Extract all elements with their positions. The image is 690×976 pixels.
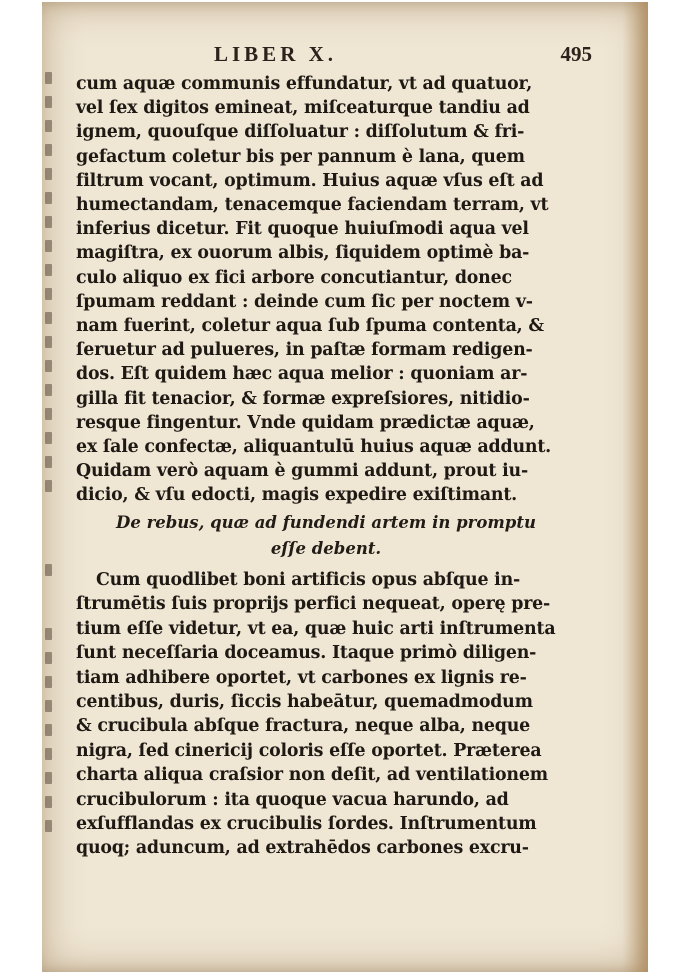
text-line: gilla fit tenacior, & formæ expreſsiores, nitidio- <box>76 388 530 409</box>
text-line: ignem, quouſque diſſoluatur : diſſolutum & fri- <box>76 122 525 143</box>
text-line: ex ſale confectæ, aliquantulū huius aquæ addunt. <box>76 437 552 458</box>
bleed-mark <box>45 72 52 84</box>
text-line: dos. Eſt quidem hæc aqua melior : quoniam ar- <box>76 364 528 385</box>
bleed-mark <box>45 480 52 492</box>
bleed-mark <box>45 264 52 276</box>
text-line: exſufflandas ex crucibulis ſordes. Inſtrumentum <box>76 814 537 835</box>
bleed-mark <box>45 700 52 712</box>
bleed-mark <box>45 748 52 760</box>
bleed-mark <box>45 724 52 736</box>
text-line: ſtrumētis ſuis proprijs perfici nequeat, operę pre- <box>76 594 551 615</box>
text-line: humectandam, tenacemque faciendam terram, vt <box>76 195 549 216</box>
page-number: 495 <box>560 42 592 66</box>
page-edge-shadow <box>622 2 648 972</box>
bleed-mark <box>45 360 52 372</box>
text-line: filtrum vocant, optimum. Huius aquæ vſus eſt ad <box>76 170 544 191</box>
text-line: Cum quodlibet boni artificis opus abſque in- <box>96 570 521 590</box>
text-line: nigra, ſed cinericij coloris eſſe oportet. Præterea <box>76 740 542 761</box>
bleed-mark <box>45 652 52 664</box>
bleed-mark <box>45 676 52 688</box>
bleed-mark <box>45 384 52 396</box>
bleed-mark <box>45 96 52 108</box>
bleed-mark <box>45 820 52 832</box>
bleed-mark <box>45 772 52 784</box>
bleed-mark <box>45 216 52 228</box>
text-line: magiſtra, ex ouorum albis, ſiquidem optimè ba- <box>76 243 530 264</box>
text-line: ſunt neceſſaria doceamus. Itaque primò diligen- <box>76 643 537 664</box>
bleed-mark <box>45 796 52 808</box>
bleed-mark <box>45 144 52 156</box>
paragraph-2 <box>76 568 576 861</box>
running-head <box>42 42 648 68</box>
bleed-mark <box>45 288 52 300</box>
text-line: charta aliqua craſsior non deſit, ad ventilationem <box>76 765 548 786</box>
text-line: cum aquæ communis effundatur, vt ad quatuor, <box>76 74 533 94</box>
text-line: culo aliquo ex fici arbore concutiantur, donec <box>76 267 512 288</box>
text-line: gefactum coletur bis per pannum è lana, quem <box>76 146 525 167</box>
paragraph-1 <box>76 72 576 508</box>
book-page <box>42 2 648 972</box>
text-line: & crucibula abſque fractura, neque alba, neque <box>76 716 531 737</box>
text-line: ſeruetur ad pulueres, in paſtæ formam redigen- <box>76 340 533 361</box>
bleed-mark <box>45 564 52 576</box>
text-line: inferius dicetur. Fit quoque huiuſmodi aqua vel <box>76 219 529 240</box>
gutter-marks <box>42 72 56 872</box>
bleed-mark <box>45 120 52 132</box>
heading-line: De rebus, quæ ad fundendi artem in promptu <box>116 513 536 532</box>
bleed-mark <box>45 168 52 180</box>
bleed-mark <box>45 456 52 468</box>
text-line: ſpumam reddant : deinde cum ſic per noctem v- <box>76 291 533 312</box>
section-heading <box>76 510 576 562</box>
bleed-mark <box>45 240 52 252</box>
text-line: vel ſex digitos emineat, miſceaturque tandiu ad <box>76 98 530 119</box>
text-line: quoq; aduncum, ad extrahēdos carbones excru- <box>76 838 529 859</box>
text-line: centibus, duris, ſiccis habeātur, quemadmodum <box>76 692 533 713</box>
text-line: dicio, & vſu edocti, magis expedire exiſtimant. <box>76 485 518 506</box>
text-line: tium eſſe videtur, vt ea, quæ huic arti inſtrumenta <box>76 618 556 639</box>
running-head-title: LIBER X. <box>214 42 338 66</box>
bleed-mark <box>45 336 52 348</box>
text-line: crucibulorum : ita quoque vacua harundo, ad <box>76 789 509 810</box>
text-line: resque fingentur. Vnde quidam prædictæ aquæ, <box>76 412 535 433</box>
text-line: Quidam verò aquam è gummi addunt, prout iu- <box>76 461 528 482</box>
text-line: nam fuerint, coletur aqua ſub ſpuma contenta, & <box>76 316 544 337</box>
bleed-mark <box>45 628 52 640</box>
heading-line: eſſe debent. <box>270 539 382 558</box>
bleed-mark <box>45 408 52 420</box>
bleed-mark <box>45 432 52 444</box>
bleed-mark <box>45 312 52 324</box>
text-line: tiam adhibere oportet, vt carbones ex lignis re- <box>76 667 527 688</box>
bleed-mark <box>45 192 52 204</box>
